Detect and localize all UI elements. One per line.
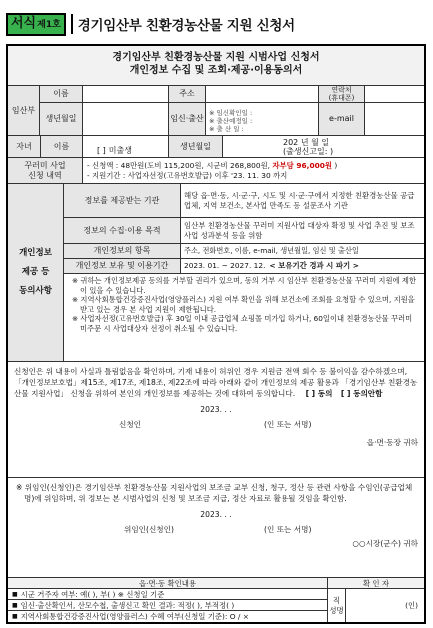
checker-seal[interactable] [346, 589, 424, 622]
purpose-label: 정보의 수집·이용 목적 [64, 218, 180, 243]
form-title-block [8, 46, 424, 86]
recipient-label: 정보를 제공받는 기관 [64, 184, 180, 217]
privacy-notes-list [64, 274, 424, 333]
applicant-name-label: 이름 [40, 86, 82, 102]
form-title-line1: 경기임산부 친환경농산물 지원 시범사업 신청서 [112, 52, 320, 63]
package-detail-lines [83, 158, 341, 183]
consent-signer: 신청인 [119, 420, 142, 429]
consent-text [14, 366, 418, 399]
disagree-option[interactable]: [ ] 동의안함 [340, 389, 383, 398]
period-range: 2023. 01. ~ 2027. 12. [184, 261, 266, 270]
package-amount-close: ) [334, 160, 338, 170]
child-name-label: 이름 [40, 136, 82, 157]
package-details [82, 158, 424, 183]
pregnancy-dates[interactable] [205, 103, 318, 135]
applicant-birth-field[interactable] [82, 103, 168, 135]
delegation-signer: 위임인(신청인) [124, 525, 174, 534]
bullet-icon: ■ [12, 613, 18, 620]
purpose-value: 임산부 친환경농산물 꾸러미 지원사업 대상자 확정 및 사업 추진 및 보조사업 성과분석 등을 위함 [180, 218, 424, 243]
support-period: - 지원기간 : 사업자선정(고유번호발급) 이후 '23. 11. 30 까지 [87, 170, 288, 180]
applicant-row-2 [40, 103, 424, 136]
privacy-row-period [64, 259, 424, 274]
items-value: 주소, 전화번호, 이름, e-mail, 생년월일, 임신 및 출산일 [180, 244, 424, 258]
form-number-badge [6, 13, 66, 36]
verification-checker: 확 인 자 [328, 578, 424, 589]
form-header [6, 5, 426, 43]
child-birth-note: (출생신고일: ) [283, 147, 334, 156]
email-field[interactable] [364, 103, 424, 135]
applicant-address-label: 주소 [168, 86, 205, 102]
verification-item-nutrition [8, 611, 328, 622]
self-pay-amount: 자부담 96,000원 [272, 160, 333, 170]
delegation-signature-line [14, 524, 418, 536]
applicant-contact-field[interactable] [364, 86, 424, 102]
consent-signature[interactable]: (인 또는 서명) [264, 420, 312, 429]
privacy-section-label: 개인정보 제공 등 동의사항 [8, 184, 64, 361]
package-row [8, 158, 424, 184]
consent-body: 신청인은 위 내용이 사실과 틀림없음을 확인하며, 기재 내용이 허위인 경우 지원금 전액 회수 등 불이익을 감수하겠으며, 「개인정보보호법」제15조, 제17조, 제18조, 제22조에 따라 아래와 같이 개인정보의 제공 활용과 「경기임산부 친환경농산물 지원사업」 신청을 위하여 본인의 개인정보를 제공하는 것에 대하여 동의합니다. [14, 367, 418, 398]
privacy-notes [64, 274, 424, 362]
applicant-name-field[interactable] [82, 86, 168, 102]
agree-option[interactable]: [ ] 동의 [305, 389, 333, 398]
birth-date: ※ 출 산 일 : [209, 125, 244, 133]
applicant-contact-label: 연락처 (휴대폰) [318, 86, 364, 102]
delegation-date: 2023. . . [200, 510, 232, 519]
unborn-checkbox[interactable]: [ ] [97, 146, 106, 155]
nutrition-text: 지역사회통합건강증진사업(영양플러스) 수혜 여부(신청일 기준): O / × [20, 612, 249, 621]
title-divider [71, 14, 73, 34]
delegation-signature[interactable]: (인 또는 서명) [264, 525, 312, 534]
badge-main: 서식 [11, 15, 37, 31]
pregnancy-label: 임신·출산 [168, 103, 205, 135]
delegation-recipient: ○○시장(군수) 귀하 [352, 539, 418, 548]
period-expiry: < 보유기간 경과 시 파기 > [269, 261, 359, 270]
package-amount [87, 161, 337, 171]
child-birth-label: 생년월일 [168, 136, 222, 157]
unborn-option[interactable] [82, 136, 168, 157]
note-right-to-refuse: ※ 귀하는 개인정보제공 동의를 거부할 권리가 있으며, 동의 거부 시 임산부 친환경농산물 꾸러미 지원에 제한이 있을 수 있습니다. [72, 276, 417, 295]
recipient-value: 해당 읍·면·동, 시·군·구, 시도 및 시·군·구에서 지정한 친환경농산물 공급업체, 지역 보건소, 본사업 만족도 등 설문조사 기관 [180, 184, 424, 217]
checker-title-label: 직 성명 [328, 589, 346, 622]
email-label: e-mail [318, 103, 364, 135]
consent-signature-line [14, 419, 418, 431]
child-row [8, 136, 424, 158]
applicant-address-field[interactable] [205, 86, 318, 102]
applicant-section-label: 임산부 [8, 86, 40, 135]
residency-text: 시군 거주자 여부: 예( ), 부( ) ※ 신청일 기준 [20, 589, 165, 599]
checker-seal-text: (인) [405, 601, 418, 610]
privacy-row-purpose [64, 218, 424, 244]
privacy-notes-row [64, 274, 424, 362]
items-label: 개인정보의 항목 [64, 244, 180, 258]
privacy-row-recipient [64, 184, 424, 218]
due-date: ※ 출산예정일 : [209, 117, 253, 125]
child-birth-field[interactable] [222, 136, 424, 157]
note-nutrition-plus: ※ 지역사회통합건강증진사업(영양플러스) 지원 여부 확인을 위해 보건소에 조회를 요청할 수 있으며, 지원을 받고 있는 경우 본 사업 지원이 제한됩니다. [72, 295, 415, 314]
verification-item-residency [8, 589, 328, 600]
period-label: 개인정보 보유 및 이용기간 [64, 259, 180, 273]
consent-date: 2023. . . [200, 405, 232, 414]
period-value [180, 259, 424, 273]
child-birth-value: 202 년 월 일 [283, 138, 330, 147]
form-title-line2: 개인정보 수집 및 조회·제공·이용동의서 [129, 65, 303, 76]
page-title: 경기임산부 친환경농산물 지원 신청서 [77, 18, 295, 34]
child-section-label: 자녀 [8, 136, 40, 157]
documents-text: 임신·출산확인서, 산모수첩, 출생신고 확인 결과: 적정( ), 부적정( ) [20, 600, 235, 610]
verification-header: 읍·면·동 확인내용 [8, 578, 328, 589]
applicant-row-1 [40, 86, 424, 103]
application-form [6, 44, 426, 624]
bullet-icon: ■ [12, 590, 18, 598]
applicant-birth-label: 생년월일 [40, 103, 82, 135]
pregnancy-date-list [206, 105, 252, 133]
verification-section [8, 578, 424, 622]
delegation-text: ※ 위임인(신청인)은 경기임산부 친환경농산물 지원사업의 보조금 교부 신청, 청구, 정산 등 관련 사항을 수임인(공급업체명)에 위임하며, 위 정보는 본 시범사업의 신청 및 보조금 지급, 정산 자료로 활용될 것임을 확인함. [16, 483, 413, 503]
verification-item-documents [8, 600, 328, 611]
package-label: 꾸러미 사업 신청 내역 [8, 158, 82, 183]
badge-sub: 제1호 [37, 19, 61, 30]
unborn-label: 미출생 [108, 146, 132, 155]
privacy-row-items [64, 244, 424, 259]
bullet-icon: ■ [12, 601, 18, 609]
note-cancellation: ※ 사업자선정(고유번호발급) 후 30일 이내 공급업체 쇼핑몰 미가입 하거나, 60일이내 친환경농산물 꾸러미 미주문 시 사업대상자 선정이 취소될 수 있습니다. [72, 314, 413, 333]
consent-block [8, 362, 424, 478]
pregnancy-confirm-date: ※ 임신확인일 : [209, 109, 253, 117]
delegation-block [8, 478, 424, 578]
package-amount-text: - 신청액 : 48만원(도비 115,200원, 시군비 268,800원, [87, 160, 271, 170]
consent-recipient: 읍·면·동장 귀하 [366, 438, 418, 447]
